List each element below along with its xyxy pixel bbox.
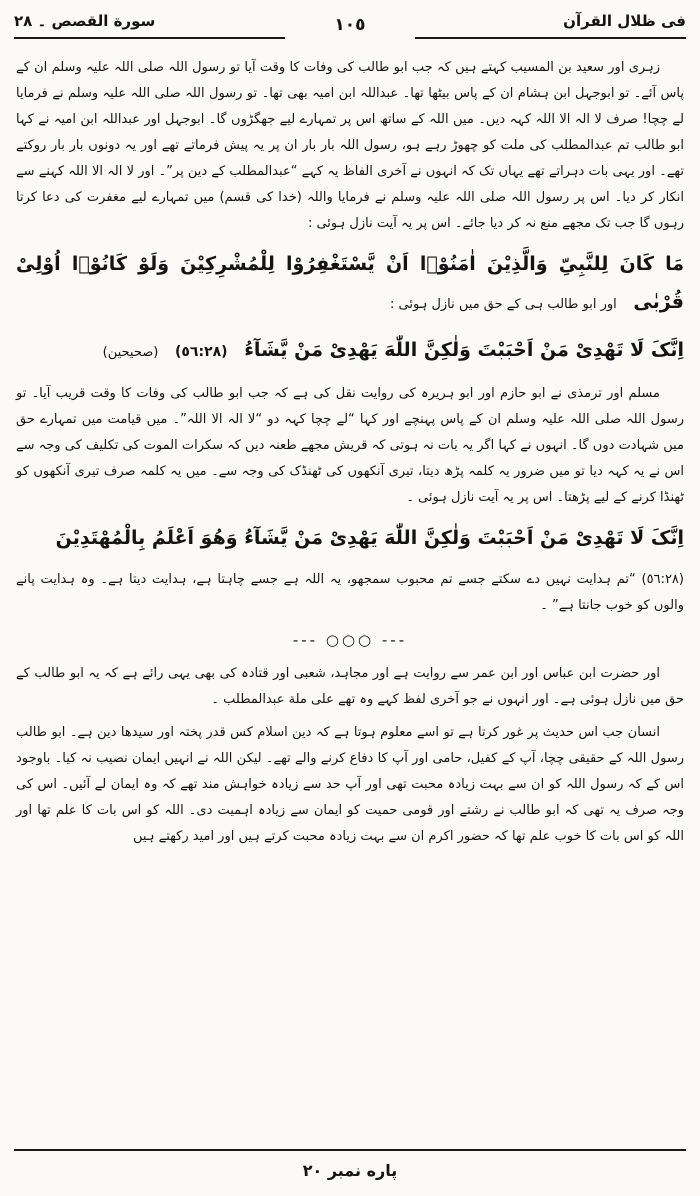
paragraph-commentary: انسان جب اس حدیث پر غور کرتا ہے تو اسے معلوم ہوتا ہے کہ دین اسلام کس قدر پختہ اور سیدھا دین ہے۔ ابو طالب رسول اللہ کے حقیقی چچا، آپ کے کفیل، حامی اور آپ کا دفاع کرنے والے تھے۔ لیکن اللہ نے انہیں ایمان نصیب نہ کیا۔ باوجود اس کے کہ رسول اللہ کو ان سے بہت زیادہ محبت تھی اور آپ حد سے زیادہ خواہش مند تھے کہ وہ ایمان لے آئیں۔ اس کی وجہ صرف یہ تھی کہ ابو طالب نے رشتے اور قومی حمیت کو ایمان سے زیادہ اہمیت دی۔ اللہ کو اس بات کا علم تھا اور اللہ کو اس بات کا خوب علم تھا کہ حضور اکرم ان سے بہت زیادہ محبت کرتے ہیں اور امید رکھتے ہیں	[16, 725, 684, 844]
verse-arabic-text: اِنَّکَ لَا تَهْدِیْ مَنْ اَحْبَبْتَ وَلٰکِنَّ اللّٰهَ یَهْدِیْ مَنْ یَّشَآءُ وَهُوَ اَعْلَمُ بِالْمُهْتَدِیْنَ	[55, 527, 684, 549]
paragraph-narration-zuhri: زہری اور سعید بن المسیب کہتے ہیں کہ جب ابو طالب کی وفات کا وقت آیا تو رسول اللہ صلی اللہ علیہ وسلم ان کے پاس آئے۔ تو ابوجہل ابن ہشام ان کے پاس بیٹھا تھا۔ عبداللہ ابن امیہ بھی تھا۔ تو رسول اللہ صلی اللہ علیہ وسلم نے فرمایا لے چچا! صرف لا الہ الا اللہ کہہ دیں۔ میں اللہ کے ساتھ اس پر تمہارے لیے جھگڑوں گا۔ ابوجہل اور عبداللہ ابن امیہ نے کہا ابو طالب تم عبدالمطلب کی ملت کو چھوڑ رہے ہو، رسول اللہ بار بار ان پر یہ پیش فرماتے تھے اور یہ دونوں بار بار روکتے تھے۔ اور یہی بات دہراتے تھے یہاں تک کہ انہوں نے آخری الفاظ یہ کہے “عبدالمطلب کے دین پر”۔ اور لا الہ الا اللہ کہنے سے انکار کر دیا۔ اس پر رسول اللہ صلی اللہ علیہ وسلم نے فرمایا واللہ (خدا کی قسم) میں تمہارے لیے مغفرت کی دعا کرتا رہوں گا جب تک مجھے منع نہ کر دیا جائے۔ اس پر یہ آیت نازل ہوئی :	[16, 60, 684, 231]
paragraph-narration-muslim-tirmidhi: مسلم اور ترمذی نے ابو حازم اور ابو ہریرہ کی روایت نقل کی ہے کہ جب ابو طالب کی وفات کا وقت قریب آیا۔ تو رسول اللہ صلی اللہ علیہ وسلم ان کے پاس پہنچے اور کہا “لے چچا کہہ دو “لا الہ الا اللہ”۔ میں قیامت میں تمہارے حق میں شہادت دوں گا۔ انہوں نے کہا اگر یہ بات نہ ہوتی کہ قریش مجھے طعنہ دیں کہ سکرات الموت کی تکلیف کی وجہ سے اس نے یہ کہہ دیا تو میں ضرور یہ کلمہ پڑھ دیتا، تیری آنکھوں کی ٹھنڈک کی وجہ سے۔ میں یہ کلمہ صرف تیری آنکھوں کو ٹھنڈا کرنے کے لیے پڑھتا۔ اس پر یہ آیت نازل ہوئی ۔	[16, 386, 684, 505]
header-book-title: فی ظلال القرآن	[415, 12, 686, 39]
paragraph-ibn-abbas-narration: اور حضرت ابن عباس اور ابن عمر سے روایت ہے اور مجاہد، شعبی اور قتادہ کی بھی یہی رائے ہے کہ یہ ابو طالب کے حق میں نازل ہوئی ہے۔ اور انہوں نے جو آخری لفظ کہے وہ تھے علی ملة عبدالمطلب ۔	[16, 666, 684, 707]
verse-following-urdu-text: اور ابو طالب ہی کے حق میں نازل ہوئی :	[390, 297, 617, 312]
hadith-source-label: (صحیحین)	[102, 345, 159, 360]
page-body	[14, 39, 686, 850]
quran-verse-innaka-la-tahdi-full	[16, 519, 684, 557]
header-page-number: ١٠٥	[334, 15, 366, 35]
paragraph-verse-translation: (٥٦:٢٨) “تم ہدایت نہیں دے سکتے جسے تم محبوب سمجھو، یہ اللہ ہے جسے چاہتا ہے، ہدایت دیتا ہے۔ وہ ہدایت پانے والوں کو خوب جانتا ہے” ۔	[16, 572, 684, 613]
footer-para-number: پاره نمبر ٢٠	[14, 1149, 686, 1196]
verse-arabic-text: مَا کَانَ لِلنَّبِیِّ وَالَّذِیْنَ اٰمَنُوْۤا اَنْ یَّسْتَغْفِرُوْا لِلْمُشْرِکِیْنَ وَلَوْ کَانُوْۤا اُوْلِیْ قُرْبٰی	[16, 253, 684, 313]
verse-reference: (٥٦:٢٨)	[174, 344, 228, 360]
page-header	[14, 12, 686, 39]
section-separator-ornament: --- ○○○ ---	[292, 631, 408, 649]
quran-verse-istighfar	[16, 245, 684, 321]
header-surah-title: سورة القصص ۔ ٢٨	[14, 12, 285, 39]
verse-arabic-text: اِنَّکَ لَا تَهْدِیْ مَنْ اَحْبَبْتَ وَلٰکِنَّ اللّٰهَ یَهْدِیْ مَنْ یَّشَآءُ	[244, 339, 684, 361]
quran-verse-innaka-la-tahdi	[16, 331, 684, 371]
